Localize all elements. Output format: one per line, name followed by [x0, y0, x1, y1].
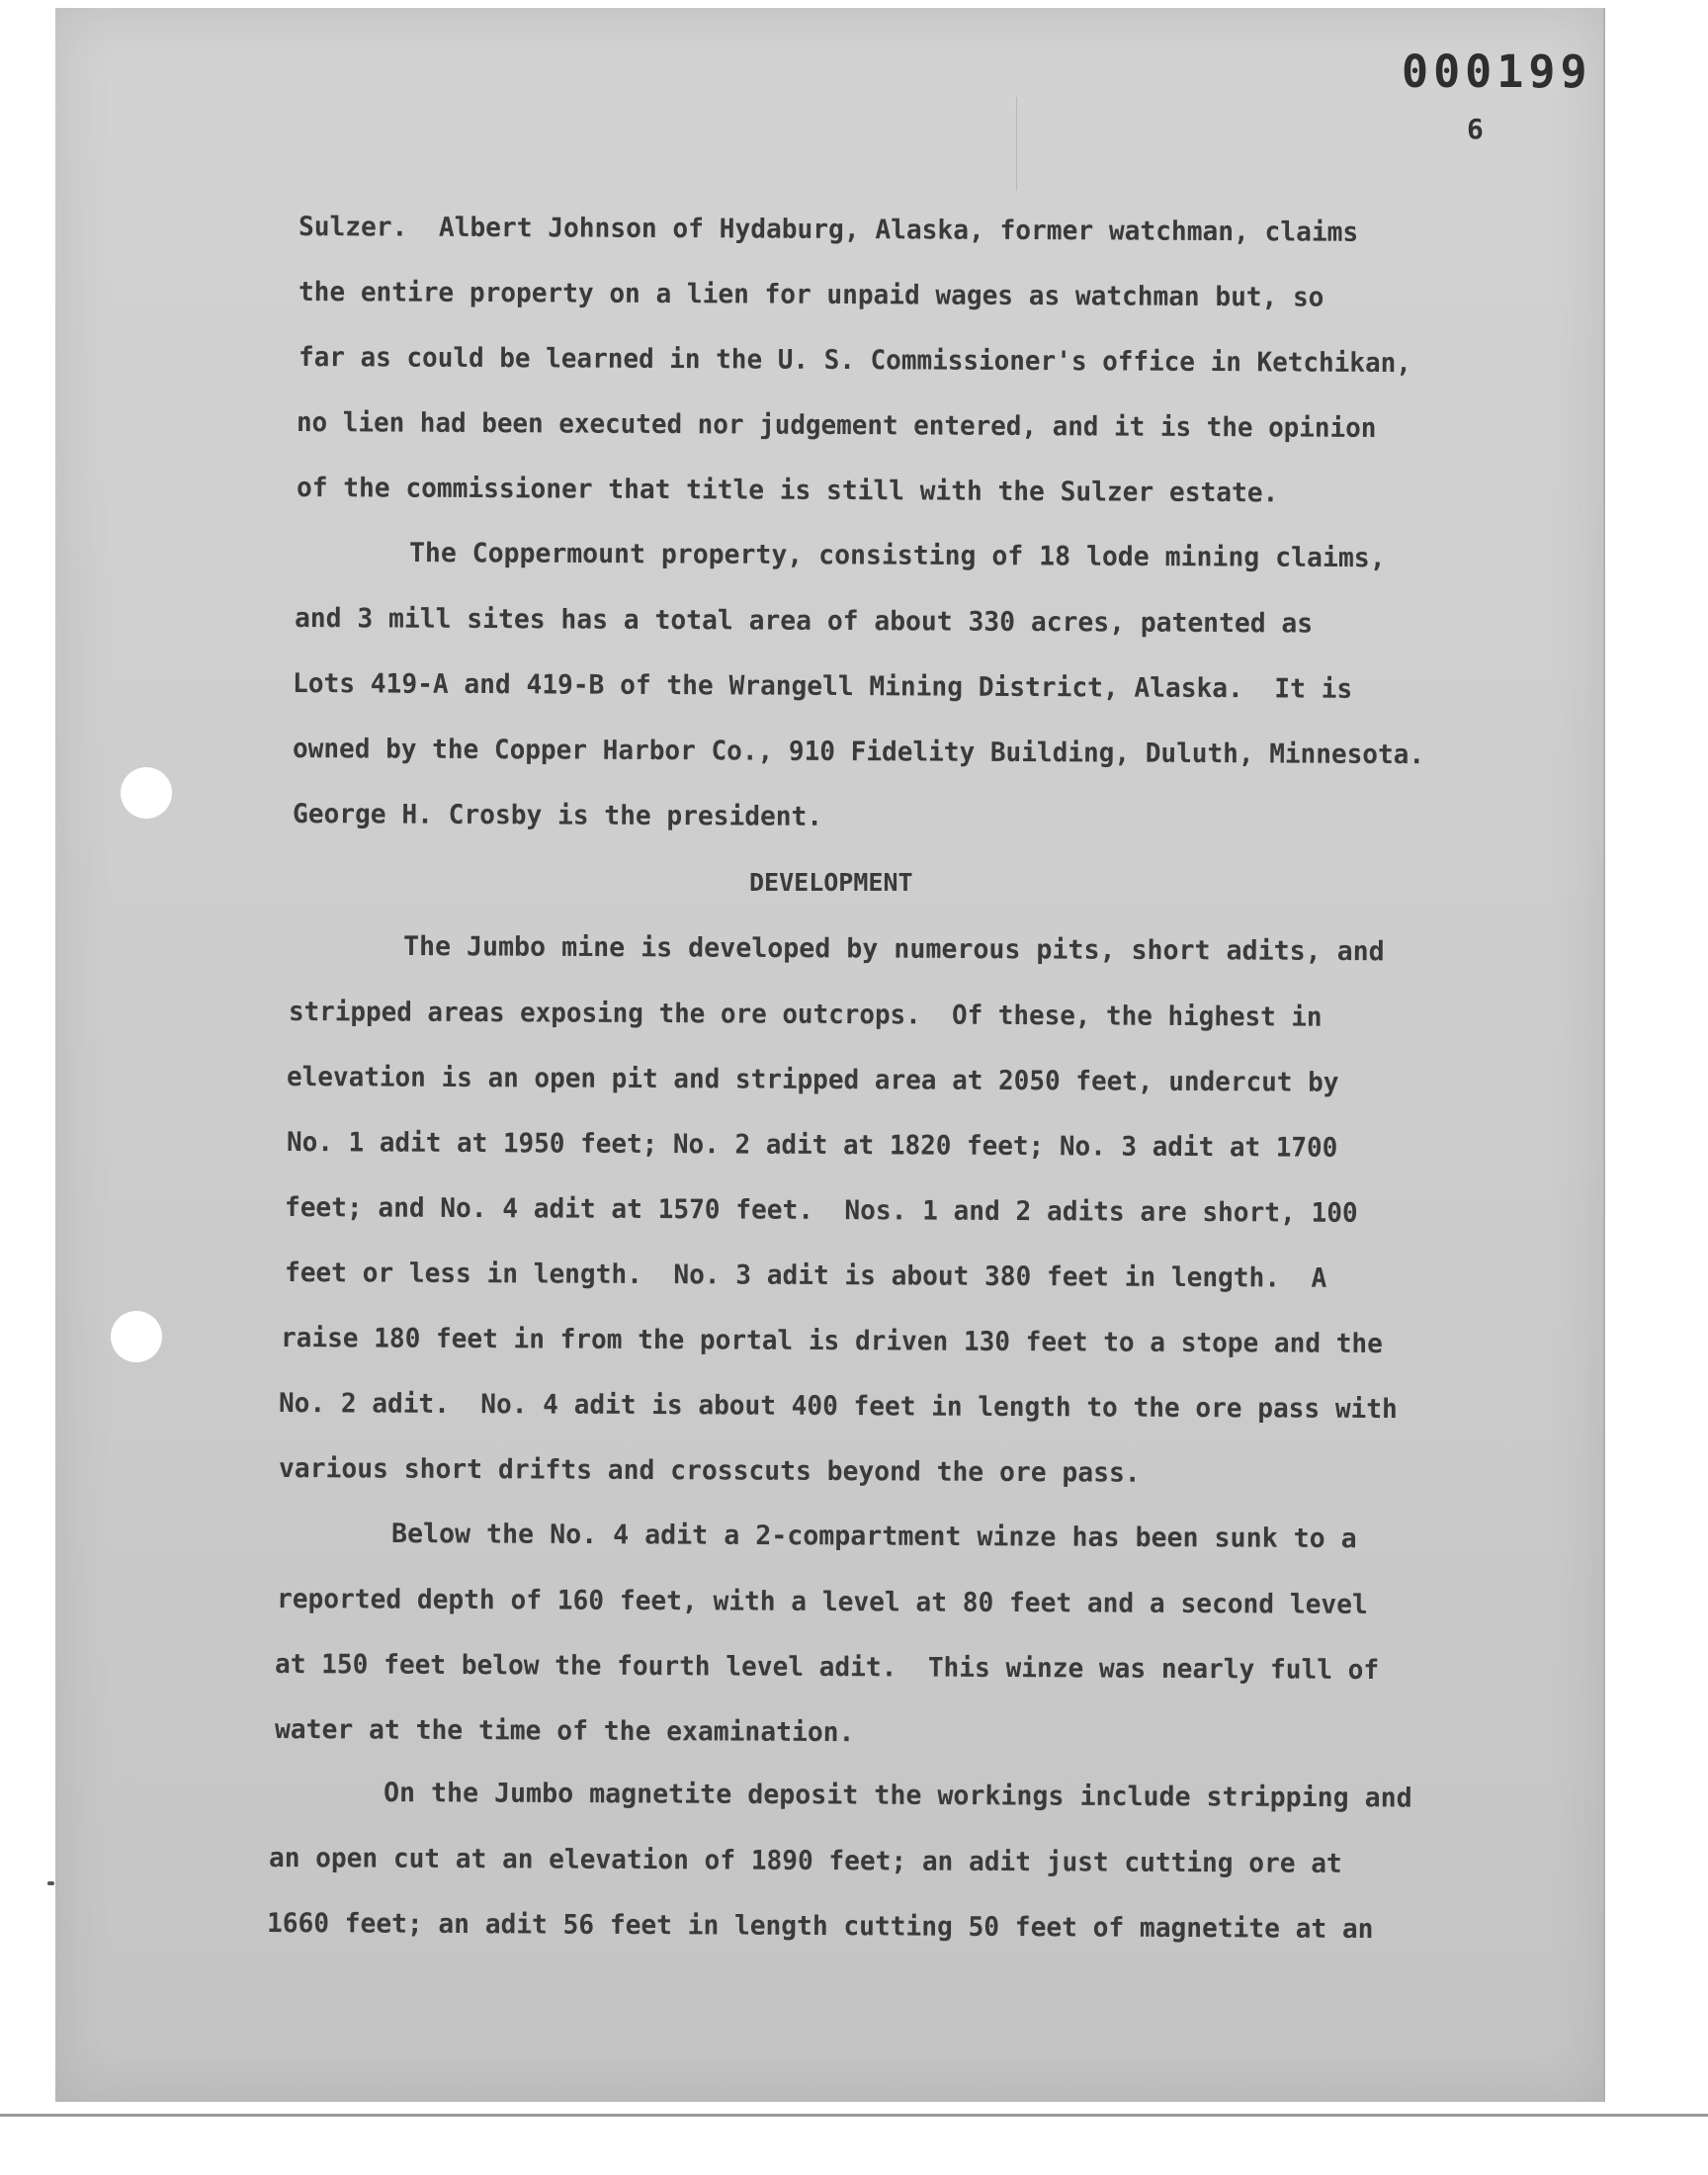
- text-line: The Coppermount property, consisting of 18 lode mining claims,: [408, 538, 1386, 574]
- text-line: Below the No. 4 adit a 2-compartment winze has been sunk to a: [390, 1519, 1357, 1555]
- punch-hole: [121, 767, 172, 819]
- text-line: of the commissioner that title is still with the Sulzer estate.: [296, 473, 1279, 509]
- text-line: at 150 feet below the fourth level adit. This winze was nearly full of: [274, 1649, 1380, 1687]
- text-line: George H. Crosby is the president.: [292, 799, 823, 832]
- text-line: stripped areas exposing the ore outcrops. Of these, the highest in: [288, 997, 1323, 1033]
- text-line: elevation is an open pit and stripped area at 2050 feet, undercut by: [286, 1062, 1339, 1098]
- ink-speck: [47, 1881, 54, 1885]
- page-number: 6: [1467, 113, 1484, 145]
- text-line: No. 2 adit. No. 4 adit is about 400 feet in length to the ore pass with: [278, 1388, 1398, 1426]
- text-line: reported depth of 160 feet, with a level at 80 feet and a second level: [276, 1584, 1368, 1620]
- text-line: The Jumbo mine is developed by numerous pits, short adits, and: [402, 931, 1385, 968]
- text-line: On the Jumbo magnetite deposit the workings include stripping and: [383, 1778, 1412, 1814]
- section-heading: DEVELOPMENT: [749, 868, 913, 897]
- paper-crease: [1016, 97, 1017, 191]
- text-line: 1660 feet; an adit 56 feet in length cutting 50 feet of magnetite at an: [266, 1908, 1374, 1946]
- text-line: water at the time of the examination.: [274, 1714, 855, 1749]
- punch-hole: [111, 1311, 162, 1362]
- text-line: raise 180 feet in from the portal is driven 130 feet to a stope and the: [280, 1323, 1383, 1360]
- text-line: owned by the Copper Harbor Co., 910 Fidelity Building, Duluth, Minnesota.: [292, 734, 1425, 771]
- text-line: Lots 419-A and 419-B of the Wrangell Mining District, Alaska. It is: [292, 668, 1353, 705]
- text-line: and 3 mill sites has a total area of about 330 acres, patented as: [294, 603, 1314, 640]
- text-line: No. 1 adit at 1950 feet; No. 2 adit at 1820 feet; No. 3 adit at 1700: [286, 1127, 1338, 1164]
- text-line: no lien had been executed nor judgement entered, and it is the opinion: [296, 407, 1377, 444]
- document-number: 000199: [1402, 45, 1592, 98]
- text-line: the entire property on a lien for unpaid wages as watchman but, so: [298, 277, 1324, 313]
- text-line: an open cut at an elevation of 1890 feet; an adit just cutting ore at: [268, 1843, 1342, 1879]
- text-line: feet or less in length. No. 3 adit is about 380 feet in length. A: [284, 1258, 1327, 1294]
- text-line: Sulzer. Albert Johnson of Hydaburg, Alaska, former watchman, claims: [298, 212, 1359, 248]
- text-line: far as could be learned in the U. S. Commissioner's office in Ketchikan,: [298, 342, 1411, 380]
- text-line: various short drifts and crosscuts beyond the ore pass.: [278, 1453, 1141, 1489]
- scan-edge-line: [0, 2114, 1708, 2117]
- text-line: feet; and No. 4 adit at 1570 feet. Nos. 1 and 2 adits are short, 100: [284, 1192, 1358, 1229]
